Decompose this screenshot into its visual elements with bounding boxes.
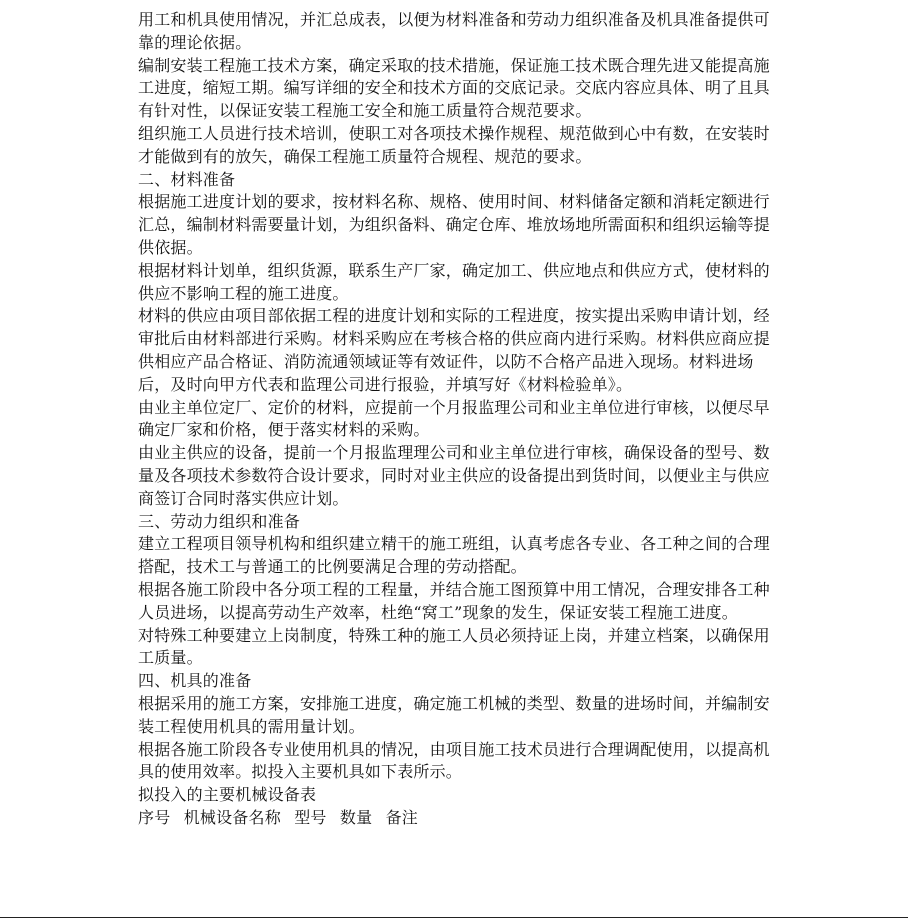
paragraph: 对特殊工种要建立上岗制度，特殊工种的施工人员必须持证上岗，并建立档案，以确保用工质量。 (138, 625, 770, 668)
paragraph: 组织施工人员进行技术培训，使职工对各项技术操作规程、规范做到心中有数，在安装时才能做到有的放矢，确保工程施工质量符合规程、规范的要求。 (138, 123, 770, 166)
paragraph: 编制安装工程施工技术方案，确定采取的技术措施，保证施工技术既合理先进又能提高施工进度，缩短工期。编写详细的安全和技术方面的交底记录。交底内容应具体、明了且具有针对性，以保证安装工程施工安全和施工质量符合规范要求。 (138, 55, 770, 121)
section-heading-labor: 三、劳动力组织和准备 (138, 511, 301, 531)
paragraph: 根据材料计划单，组织货源，联系生产厂家，确定加工、供应地点和供应方式，使材料的供应不影响工程的施工进度。 (138, 260, 770, 303)
paragraph: 由业主单位定厂、定价的材料，应提前一个月报监理公司和业主单位进行审核，以便尽早确定厂家和价格，便于落实材料的采购。 (138, 397, 770, 440)
column-header-index: 序号 (138, 807, 171, 827)
column-header-quantity: 数量 (339, 807, 373, 827)
column-header-remarks: 备注 (385, 807, 419, 827)
paragraph: 根据各施工阶段中各分项工程的工程量，并结合施工图预算中用工情况，合理安排各工种人员进场，以提高劳动生产效率，杜绝“窝工”现象的发生，保证安装工程施工进度。 (138, 579, 770, 622)
column-header-equipment-name: 机械设备名称 (183, 807, 281, 827)
paragraph: 建立工程项目领导机构和组织建立精干的施工班组，认真考虑各专业、各工种之间的合理搭配，技术工与普通工的比例要满足合理的劳动搭配。 (138, 534, 770, 577)
paragraph: 根据各施工阶段各专业使用机具的情况，由项目施工技术员进行合理调配使用，以提高机具的使用效率。拟投入主要机具如下表所示。 (138, 739, 770, 782)
section-heading-materials: 二、材料准备 (138, 169, 236, 189)
section-heading-machinery: 四、机具的准备 (138, 671, 252, 691)
paragraph: 根据采用的施工方案，安排施工进度，确定施工机械的类型、数量的进场时间，并编制安装工程使用机具的需用量计划。 (138, 693, 770, 736)
page-bottom-rule (0, 917, 908, 918)
paragraph: 由业主供应的设备，提前一个月报监理理公司和业主单位进行审核，确保设备的型号、数量及各项技术参数符合设计要求，同时对业主供应的设备提出到货时间，以便业主与供应商签订合同时落实供应计划。 (138, 443, 770, 508)
paragraph: 材料的供应由项目部依据工程的进度计划和实际的工程进度，按实提出采购申请计划，经审批后由材料部进行采购。材料采购应在考核合格的供应商内进行采购。材料供应商应提供相应产品合格证、消防流通领域证等有效证件，以防不合格产品进入现场。材料进场后，及时向甲方代表和监理公司进行报验，并填写好《材料检验单》。 (138, 306, 770, 394)
table-header-row (138, 807, 778, 830)
paragraph: 用工和机具使用情况，并汇总成表，以便为材料准备和劳动力组织准备及机具准备提供可靠的理论依据。 (138, 10, 770, 52)
paragraph: 根据施工进度计划的要求，按材料名称、规格、使用时间、材料储备定额和消耗定额进行汇总，编制材料需要量计划，为组织备料、确定仓库、堆放场地所需面积和组织运输等提供依据。 (138, 192, 770, 257)
document-body (138, 9, 778, 830)
table-title: 拟投入的主要机械设备表 (138, 785, 317, 805)
column-header-model: 型号 (294, 807, 327, 827)
